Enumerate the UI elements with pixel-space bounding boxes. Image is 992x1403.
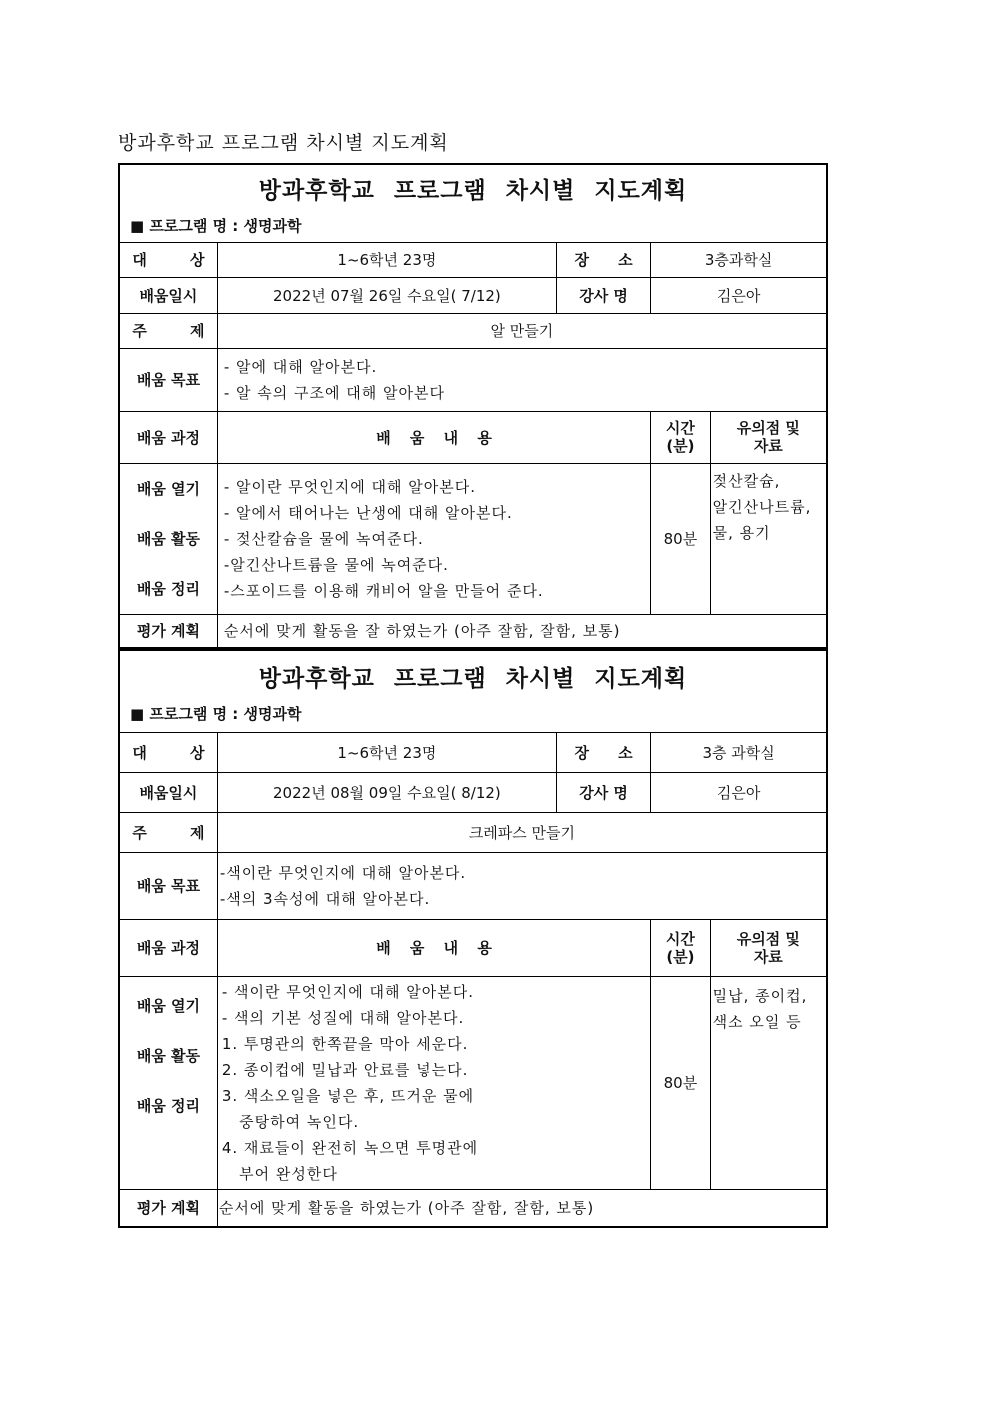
material-line: 알긴산나트륨,: [712, 497, 812, 516]
goal-list: [217, 348, 827, 411]
topic-label: 주 제: [119, 812, 217, 852]
target-value: 1~6학년 23명: [217, 732, 556, 772]
content-line: - 알에서 태어나는 난생에 대해 알아본다.: [223, 503, 513, 522]
material-line: 색소 오일 등: [712, 1012, 802, 1031]
evaluation-label: 평가 계획: [119, 1189, 217, 1227]
notes-header: 유의점 및 자료: [710, 411, 827, 463]
program-name: ■ 프로그램 명 : 생명과학: [130, 217, 302, 236]
stage-activity: 배움 활동: [136, 1046, 201, 1065]
stage-list: [119, 463, 217, 614]
materials-list: [710, 463, 827, 614]
goal-list: [217, 852, 827, 919]
goal-item: - 알에 대해 알아본다.: [223, 357, 378, 376]
time-value: 80분: [651, 463, 710, 614]
lesson-plan-table-1: [118, 163, 828, 649]
content-line: 1. 투명관의 한쪽끝을 막아 세운다.: [221, 1034, 469, 1053]
content-line: -스포이드를 이용해 캐비어 알을 만들어 준다.: [223, 581, 544, 600]
time-value: 80분: [651, 976, 710, 1189]
content-line: - 알이란 무엇인지에 대해 알아본다.: [223, 477, 476, 496]
instructor-label: 강사 명: [556, 277, 650, 313]
content-line: - 색이란 무엇인지에 대해 알아본다.: [221, 982, 474, 1001]
place-value: 3층과학실: [651, 242, 827, 277]
goal-label: 배움 목표: [119, 852, 217, 919]
content-list: [217, 463, 650, 614]
sheet-title: 방과후학교 프로그램 차시별 지도계획: [258, 666, 688, 693]
stage-open: 배움 열기: [136, 996, 201, 1015]
target-label: 대 상: [119, 732, 217, 772]
plan-header: [119, 164, 827, 242]
date-label: 배움일시: [119, 277, 217, 313]
time-header: 시간 (분): [651, 919, 710, 976]
topic-value: 알 만들기: [217, 313, 827, 348]
target-label: 대 상: [119, 242, 217, 277]
content-line: - 젖산칼슘을 물에 녹여준다.: [223, 529, 424, 548]
content-line: - 색의 기본 성질에 대해 알아본다.: [221, 1008, 465, 1027]
plan-header: [119, 650, 827, 732]
sheet-title: 방과후학교 프로그램 차시별 지도계획: [258, 178, 688, 205]
content-header: 배 움 내 용: [217, 919, 650, 976]
notes-header: 유의점 및 자료: [710, 919, 827, 976]
program-name: ■ 프로그램 명 : 생명과학: [130, 705, 302, 724]
stage-list: [119, 976, 217, 1189]
place-label: 장 소: [556, 242, 650, 277]
content-line: 4. 재료들이 완전히 녹으면 투명관에: [221, 1138, 479, 1157]
topic-value: 크레파스 만들기: [217, 812, 827, 852]
instructor-label: 강사 명: [556, 772, 650, 812]
date-value: 2022년 07월 26일 수요일( 7/12): [217, 277, 556, 313]
goal-item: -색이란 무엇인지에 대해 알아본다.: [219, 863, 467, 882]
process-label: 배움 과정: [119, 919, 217, 976]
material-line: 물, 용기: [712, 523, 771, 542]
stage-open: 배움 열기: [136, 479, 201, 498]
topic-label: 주 제: [119, 313, 217, 348]
content-line: 3. 색소오일을 넣은 후, 뜨거운 물에: [221, 1086, 475, 1105]
material-line: 젖산칼슘,: [712, 471, 781, 490]
date-label: 배움일시: [119, 772, 217, 812]
time-header: 시간 (분): [651, 411, 710, 463]
target-value: 1~6학년 23명: [217, 242, 556, 277]
process-label: 배움 과정: [119, 411, 217, 463]
place-label: 장 소: [556, 732, 650, 772]
instructor-value: 김은아: [651, 277, 827, 313]
instructor-value: 김은아: [651, 772, 827, 812]
materials-list: [710, 976, 827, 1189]
stage-close: 배움 정리: [136, 579, 201, 598]
goal-item: - 알 속의 구조에 대해 알아본다: [223, 383, 445, 402]
evaluation-value: 순서에 맞게 활동을 잘 하였는가 (아주 잘함, 잘함, 보통): [217, 614, 827, 648]
content-line: 2. 종이컵에 밀납과 안료를 넣는다.: [221, 1060, 469, 1079]
stage-close: 배움 정리: [136, 1096, 201, 1115]
place-value: 3층 과학실: [651, 732, 827, 772]
document-title: 방과후학교 프로그램 차시별 지도계획: [118, 132, 449, 154]
material-line: 밀납, 종이컵,: [712, 986, 808, 1005]
goal-item: -색의 3속성에 대해 알아본다.: [219, 889, 431, 908]
content-header: 배 움 내 용: [217, 411, 650, 463]
stage-activity: 배움 활동: [136, 529, 201, 548]
goal-label: 배움 목표: [119, 348, 217, 411]
date-value: 2022년 08월 09일 수요일( 8/12): [217, 772, 556, 812]
evaluation-value: 순서에 맞게 활동을 하였는가 (아주 잘함, 잘함, 보통): [217, 1189, 827, 1227]
evaluation-label: 평가 계획: [119, 614, 217, 648]
content-list: [217, 976, 650, 1189]
lesson-plan-table-2: [118, 649, 828, 1228]
content-line: 부어 완성한다: [221, 1164, 338, 1183]
content-line: 중탕하여 녹인다.: [221, 1112, 360, 1131]
content-line: -알긴산나트륨을 물에 녹여준다.: [223, 555, 449, 574]
